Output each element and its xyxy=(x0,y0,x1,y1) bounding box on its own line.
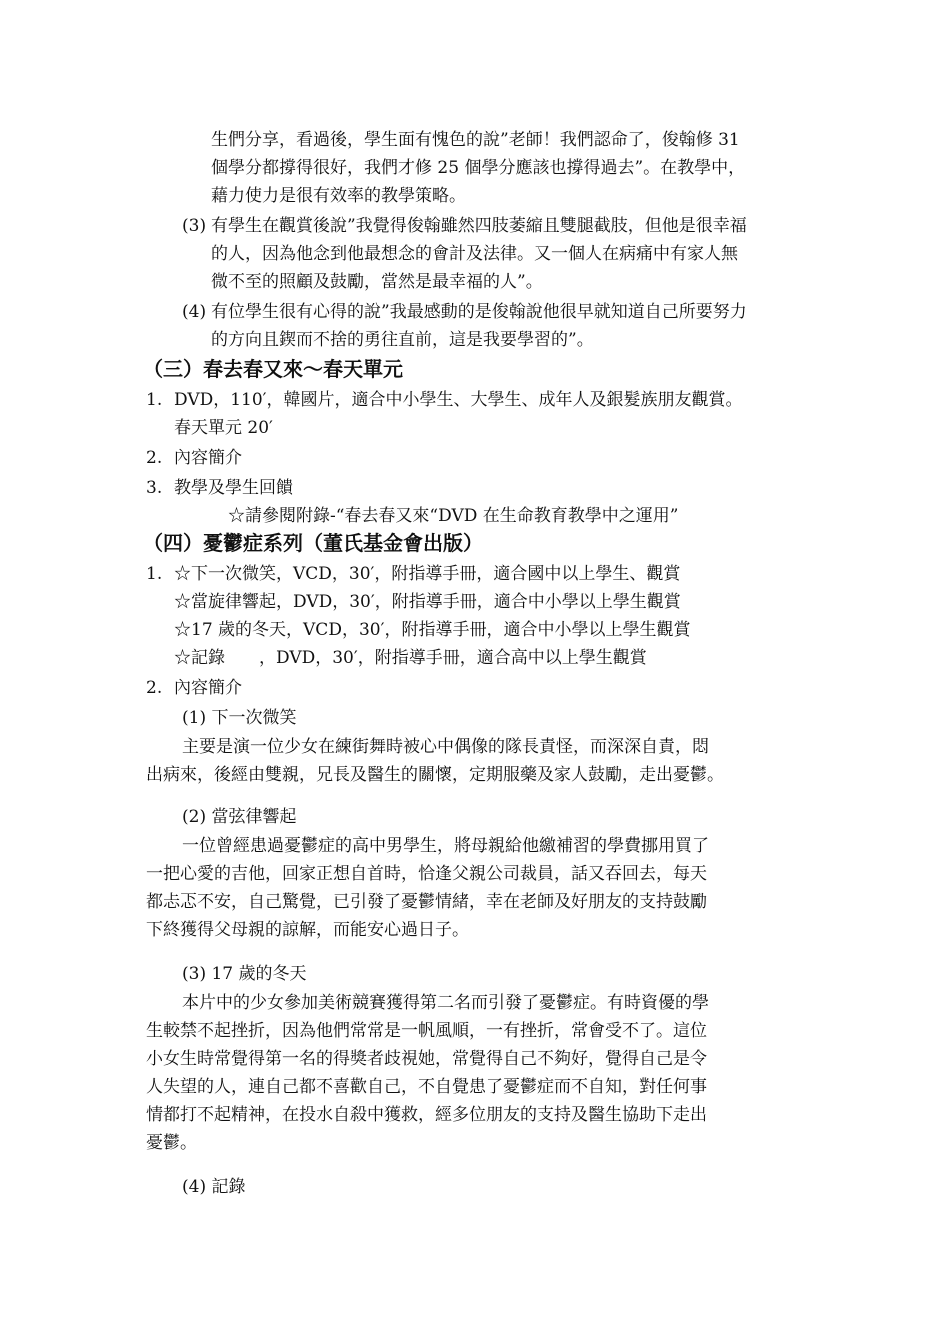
film-item: ☆當旋律響起，DVD，30′，附指導手冊，適合中小學以上學生觀賞 xyxy=(174,592,681,612)
paragraph-line: 個學分都撐得很好，我們才修 25 個學分應該也撐得過去”。在教學中， xyxy=(211,158,746,178)
paragraph-line: 小女生時常覺得第一名的得獎者歧視她，常覺得自己不夠好，覺得自己是令 xyxy=(146,1049,707,1069)
paragraph-line: 有位學生很有心得的說”我最感動的是俊翰說他很早就知道自己所要努力 xyxy=(211,302,747,322)
section-heading: （三）春去春又來～春天單元 xyxy=(143,357,403,381)
section-heading: （四）憂鬱症系列（董氏基金會出版） xyxy=(143,531,483,555)
list-item: DVD，110′，韓國片，適合中小學生、大學生、成年人及銀髮族朋友觀賞。 xyxy=(174,390,743,410)
paragraph-line: 微不至的照顧及鼓勵，當然是最幸福的人”。 xyxy=(211,272,543,292)
paragraph-line: 一位曾經患過憂鬱症的高中男學生，將母親給他繳補習的學費挪用買了 xyxy=(182,836,709,856)
paragraph-line: 人失望的人，連自己都不喜歡自己，不自覺患了憂鬱症而不自知，對任何事 xyxy=(146,1077,707,1097)
list-number: 3. xyxy=(146,478,163,498)
list-number: 2. xyxy=(146,448,163,468)
paragraph-line: 本片中的少女參加美術競賽獲得第二名而引發了憂鬱症。有時資優的學 xyxy=(182,993,709,1013)
paragraph-line: 主要是演一位少女在練街舞時被心中偶像的隊長責怪，而深深自責，悶 xyxy=(182,737,709,757)
paragraph-line: 一把心愛的吉他，回家正想自首時，恰逢父親公司裁員，話又吞回去，每天 xyxy=(146,864,707,884)
paragraph-line: 憂鬱。 xyxy=(146,1133,197,1153)
list-number: 1. xyxy=(146,564,163,584)
paragraph-line: 藉力使力是很有效率的教學策略。 xyxy=(211,186,466,206)
paragraph-line: 的方向且鍥而不捨的勇往直前，這是我要學習的”。 xyxy=(211,330,594,350)
list-number: (4) xyxy=(182,302,207,322)
film-item: ☆下一次微笑，VCD，30′，附指導手冊，適合國中以上學生、觀賞 xyxy=(174,564,681,584)
paragraph-line: 情都打不起精神，在投水自殺中獲救，經多位朋友的支持及醫生協助下走出 xyxy=(146,1105,707,1125)
list-number: 2. xyxy=(146,678,163,698)
film-item: ☆17 歲的冬天，VCD，30′，附指導手冊，適合中小學以上學生觀賞 xyxy=(174,620,691,640)
paragraph-line: 的人，因為他念到他最想念的會計及法律。又一個人在病痛中有家人無 xyxy=(211,244,738,264)
paragraph-line: 都忐忑不安，自己驚覺，已引發了憂鬱情緒，幸在老師及好朋友的支持鼓勵 xyxy=(146,892,707,912)
paragraph-line: 下終獲得父母親的諒解，而能安心過日子。 xyxy=(146,920,469,940)
sub-heading: (1) 下一次微笑 xyxy=(182,708,297,728)
list-item: 內容簡介 xyxy=(174,448,242,468)
paragraph-line: 生較禁不起挫折，因為他們常常是一帆風順，一有挫折，常會受不了。這位 xyxy=(146,1021,707,1041)
reference-note: ☆請參閱附錄-“春去春又來“DVD 在生命教育教學中之運用” xyxy=(228,506,679,526)
list-number: 1. xyxy=(146,390,163,410)
list-item: 春天單元 20′ xyxy=(174,418,273,438)
list-item: 內容簡介 xyxy=(174,678,242,698)
list-item: 教學及學生回饋 xyxy=(174,478,293,498)
film-item: ☆記錄 ，DVD，30′，附指導手冊，適合高中以上學生觀賞 xyxy=(174,648,647,668)
paragraph-line: 有學生在觀賞後說”我覺得俊翰雖然四肢萎縮且雙腿截肢，但他是很幸福 xyxy=(211,216,747,236)
paragraph-line: 出病來，後經由雙親，兄長及醫生的關懷，定期服藥及家人鼓勵，走出憂鬱。 xyxy=(146,765,724,785)
sub-heading: (3) 17 歲的冬天 xyxy=(182,964,307,984)
list-number: (3) xyxy=(182,216,207,236)
sub-heading: (2) 當弦律響起 xyxy=(182,807,297,827)
sub-heading: (4) 記錄 xyxy=(182,1177,246,1197)
paragraph-line: 生們分享，看過後，學生面有愧色的說”老師！我們認命了，俊翰修 31 xyxy=(211,130,740,150)
